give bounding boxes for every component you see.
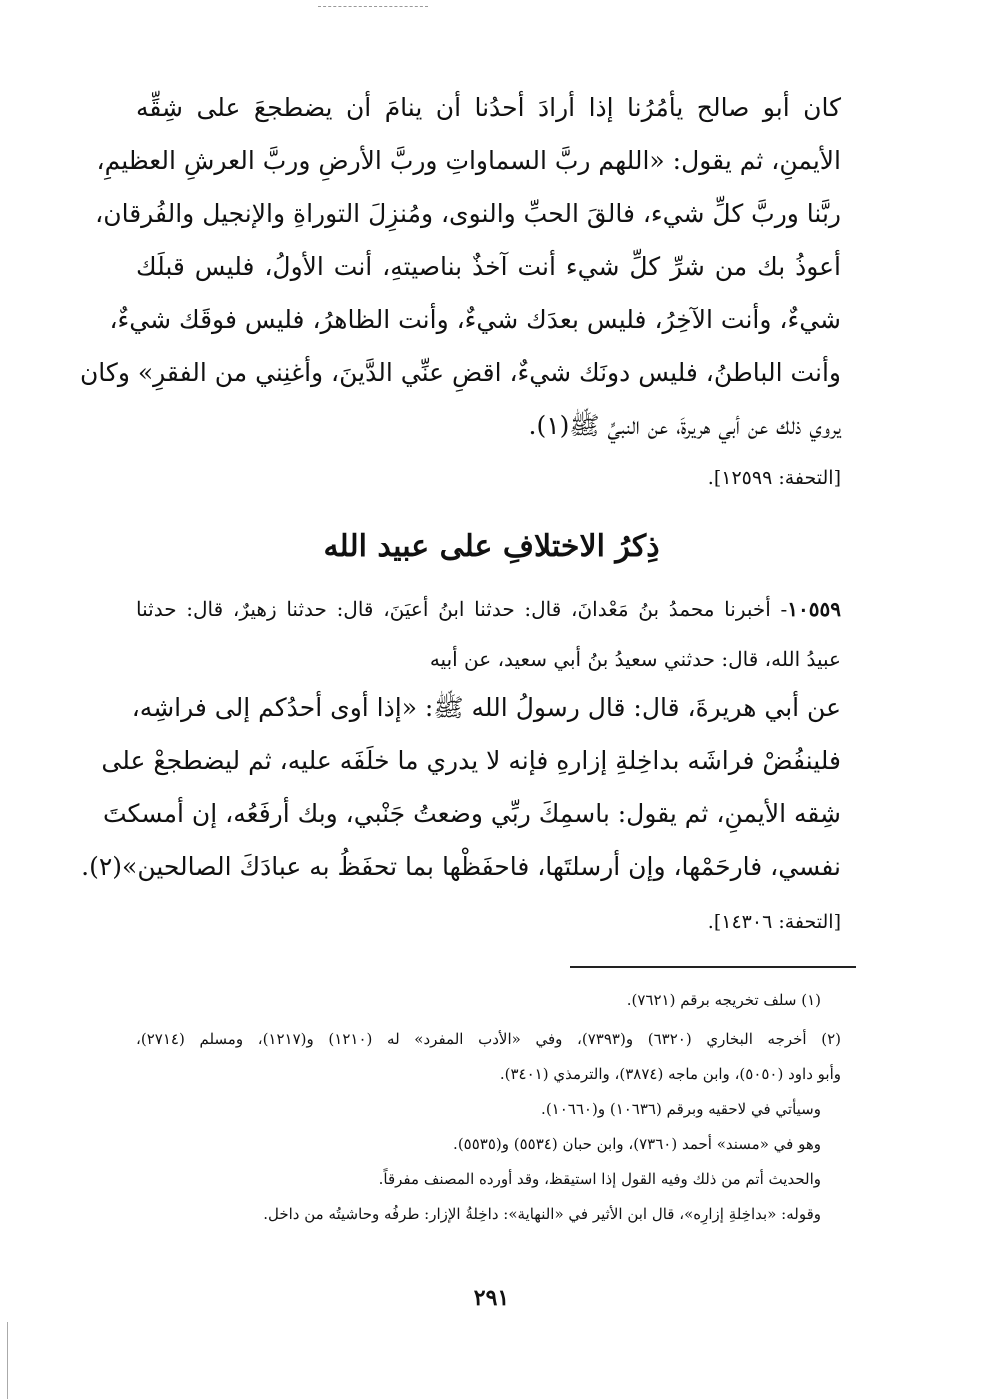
text-line: ربَّنا وربَّ كلِّ شيء، فالقَ الحبِّ والنوى، ومُنزِلَ التوراةِ والإنجيل والفُرقان، xyxy=(95,199,841,228)
footnote-2-line: والحديث أتم من ذلك وفيه القول إذا استيقظ، وقد أورده المصنف مفرقاً. xyxy=(378,1170,821,1188)
text-line: شِقه الأيمنِ، ثم يقول: باسمِكَ ربِّي وضعتُ جَنْبي، وبك أرفَعُه، إن أمسكتَ xyxy=(102,799,841,828)
footnote-separator xyxy=(570,966,856,968)
footnote-2-line: (٢) أخرجه البخاري (٦٣٢٠) و(٧٣٩٣)، وفي «الأدب المفرد» له (١٢١٠) و(١٢١٧)، ومسلم (٢٧١٤)، xyxy=(136,1030,841,1048)
footnote-2-line: وقوله: «بداخِلةِ إزارِه»، قال ابن الأثير في «النهاية»: داخِلةُ الإزار: طرفُه وحاشيتُه من داخل. xyxy=(263,1205,821,1223)
text-line: وأنت الباطنُ، فليس دونَك شيءٌ، اقضِ عنِّي الدَّينَ، وأغنِني من الفقرِ» وكان xyxy=(79,358,841,387)
scan-artifact-top xyxy=(318,6,428,7)
footnote-2-line: وهو في «مسند» أحمد (٧٣٦٠)، وابن حبان (٥٥٣٤) و(٥٥٣٥). xyxy=(453,1135,821,1153)
text-line: الأيمنِ، ثم يقول: «اللهم ربَّ السماواتِ وربَّ الأرضِ وربَّ العرشِ العظيمِ، xyxy=(96,146,841,175)
hadith-number: ١٠٥٥٩ xyxy=(787,597,841,621)
text-line: يروي ذلك عن أبي هريرةَ، عن النبيِّ ﷺ(١). xyxy=(528,411,841,440)
page-number: ٢٩١ xyxy=(473,1285,510,1311)
hadith-chain-line-2: عبيدُ الله، قال: حدثني سعيدُ بنُ أبي سعيد، عن أبيه xyxy=(429,647,841,671)
text-line: أعوذُ بك من شرِّ كلِّ شيء أنت آخذٌ بناصيتهِ، أنت الأولُ، فليس قبلَك xyxy=(136,252,841,281)
text-line: نفسي، فارحَمْها، وإن أرسلتَها، فاحفَظْها بما تحفَظُ به عبادَكَ الصالحين»(٢). xyxy=(81,852,841,881)
text-line: شيءٌ، وأنت الآخِرُ، فليس بعدَك شيءٌ، وأنت الظاهرُ، فليس فوقَك شيءٌ، xyxy=(109,305,841,334)
footnote-1: (١) سلف تخريجه برقم (٧٦٢١). xyxy=(626,991,821,1009)
hadith-chain-text: - أخبرنا محمدُ بنُ مَعْدانَ، قال: حدثنا ابنُ أعيَنَ، قال: حدثنا زهيرٌ، قال: حدثنا xyxy=(136,597,788,621)
tuhfa-reference-1: [التحفة: ١٢٥٩٩]. xyxy=(707,467,841,489)
text-line: كان أبو صالح يأمُرُنا إذا أرادَ أحدُنا أن ينامَ أن يضطجعَ على شِقِّه xyxy=(136,93,841,122)
text-line: فلينفُضْ فراشَه بداخِلةِ إزارهِ فإنه لا يدري ما خلَفَه عليه، ثم ليضطجعْ على xyxy=(101,746,841,775)
footnote-2-line: وسيأتي في لاحقيه وبرقم (١٠٦٣٦) و(١٠٦٦٠). xyxy=(541,1100,821,1118)
hadith-chain-line-1 xyxy=(136,596,841,622)
text-line: عن أبي هريرةَ، قال: قال رسولُ الله ﷺ: «إذا أوى أحدُكم إلى فراشِه، xyxy=(131,693,841,722)
scan-artifact-edge xyxy=(7,1322,8,1399)
section-heading: ذِكرُ الاختلافِ على عبيد الله xyxy=(323,529,660,564)
footnote-2-line: وأبو داود (٥٠٥٠)، وابن ماجه (٣٨٧٤)، والترمذي (٣٤٠١). xyxy=(499,1065,841,1083)
tuhfa-reference-2: [التحفة: ١٤٣٠٦]. xyxy=(707,911,841,933)
